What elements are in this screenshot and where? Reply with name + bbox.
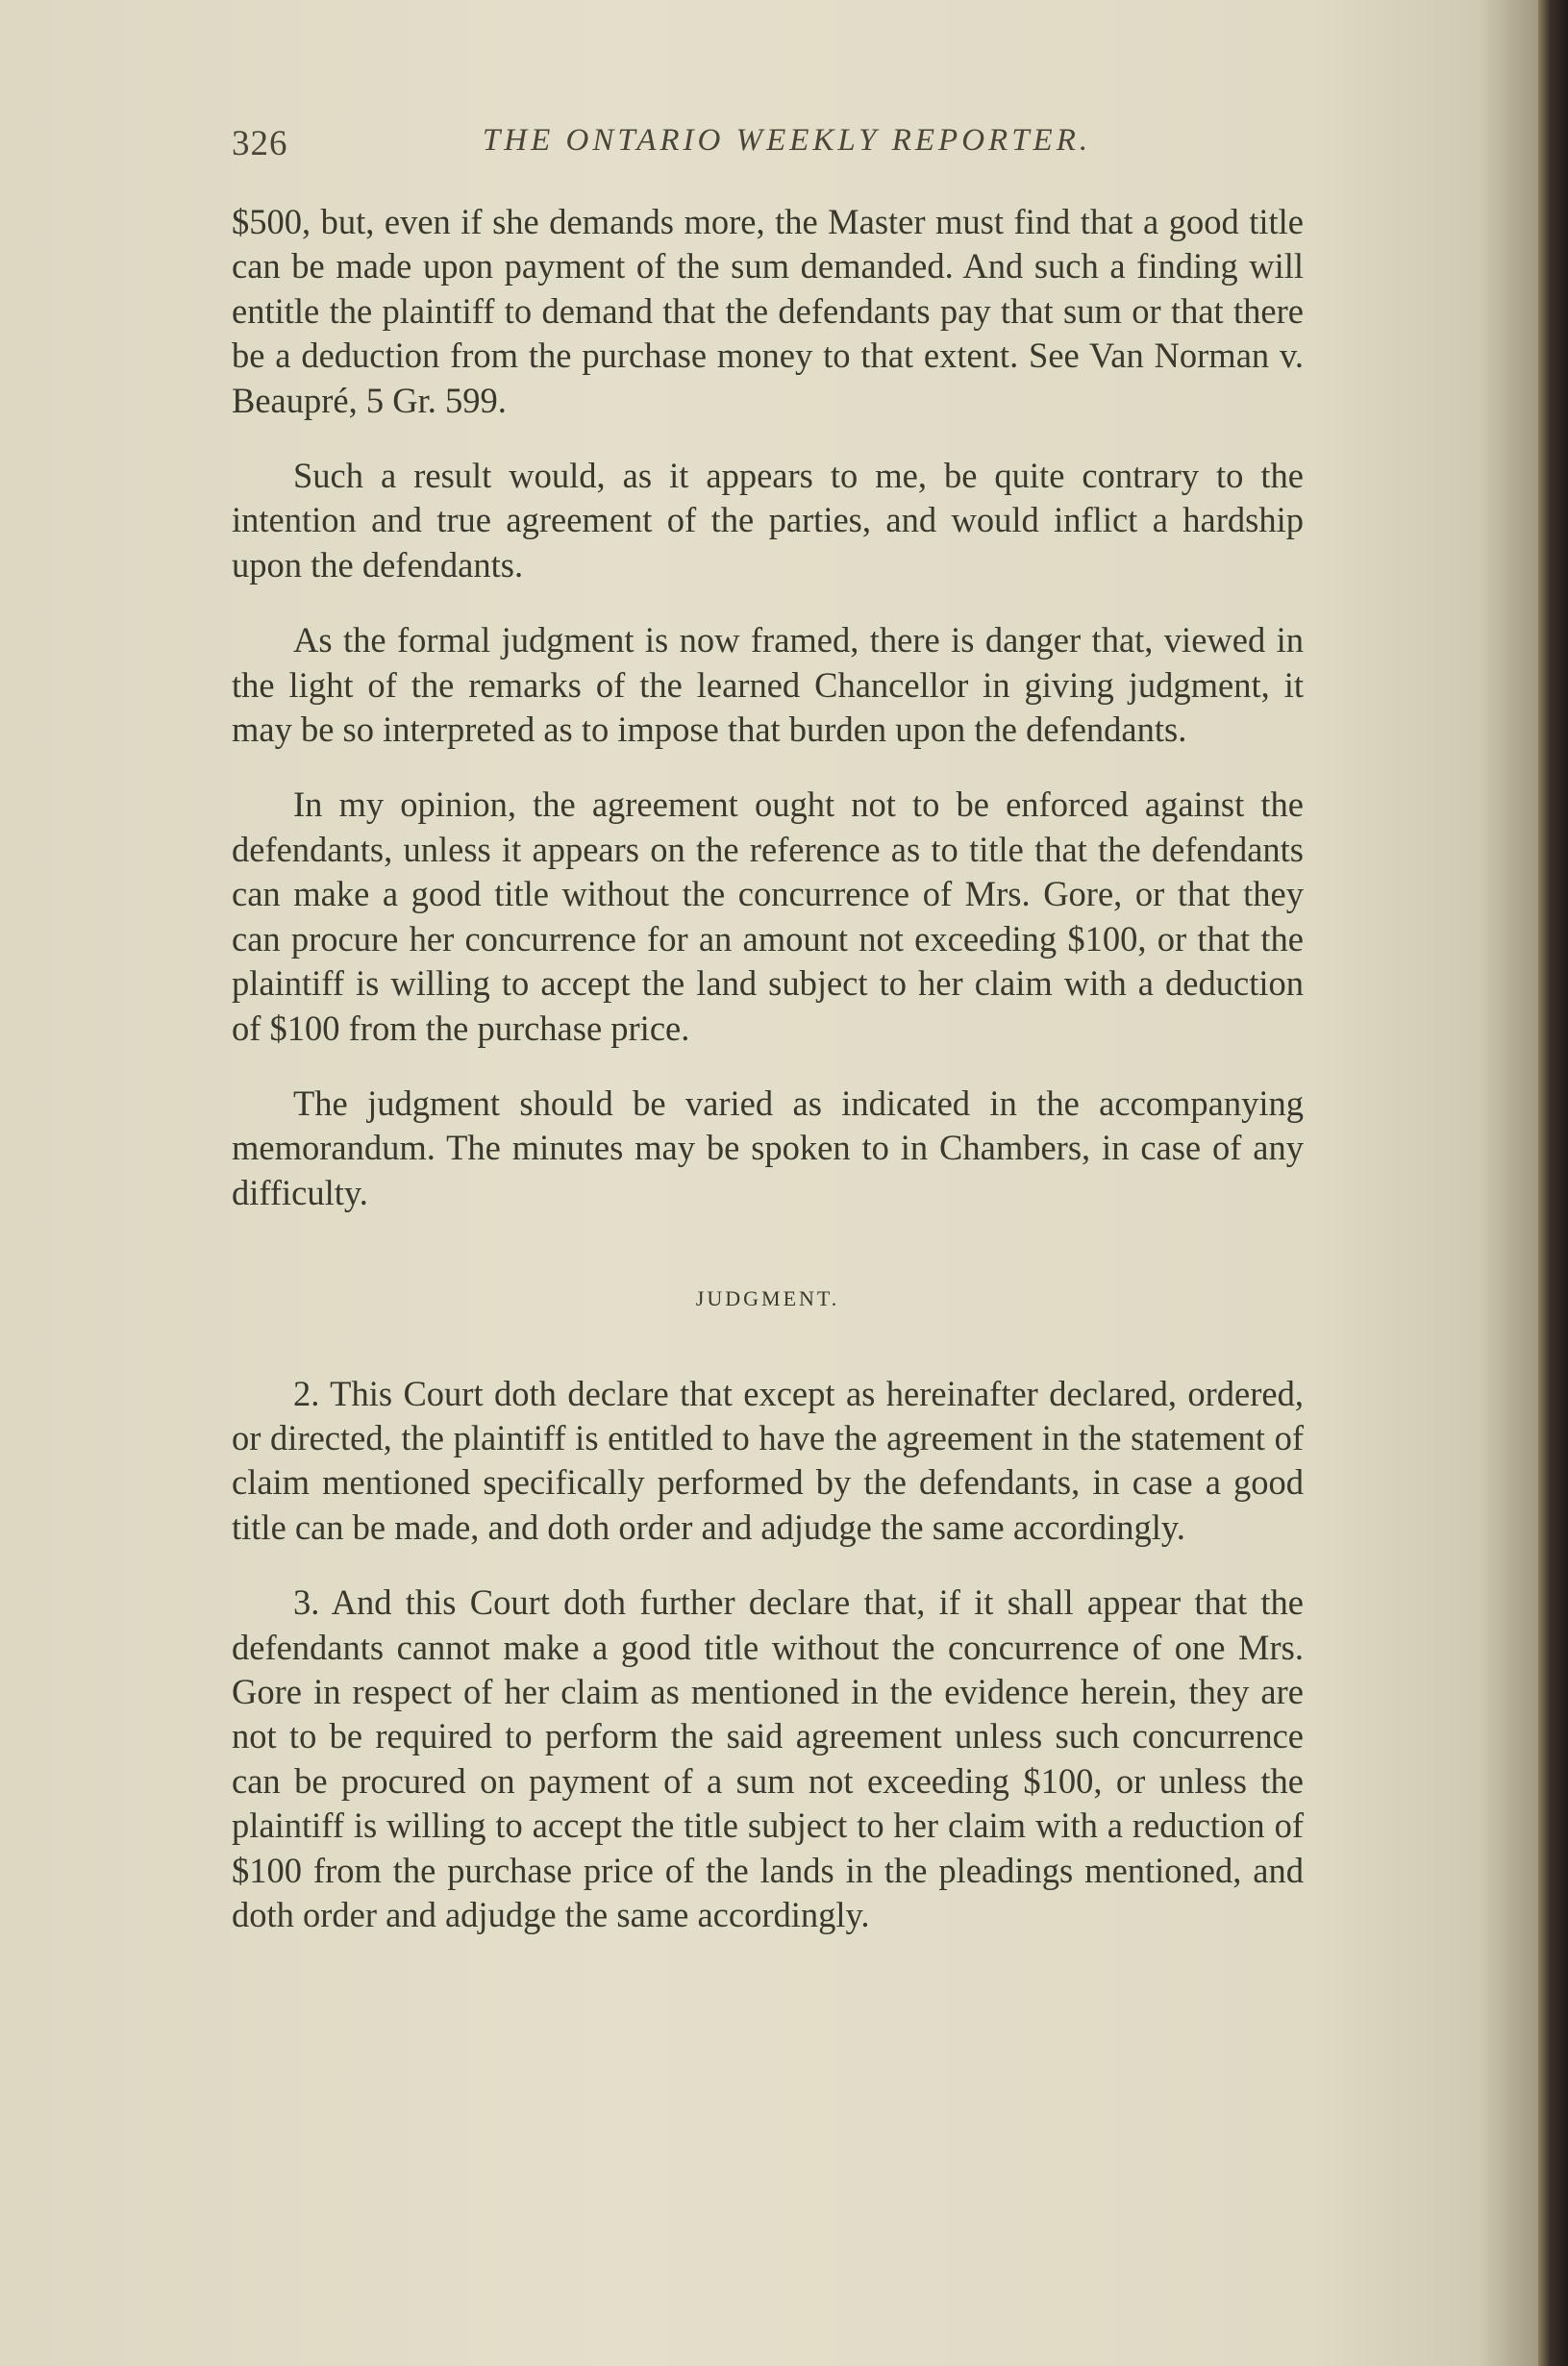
paragraph: In my opinion, the agreement ought not to be enforced against the defendants, unless it appears on the reference as to title that the defendants can make a good title without the concurrence of Mrs. Gore, or that they can procure her concurrence for an amount not exceeding $100, or that the plaintiff is willing to accept the land subject to her claim with a deduction of $100 from the purchase price.: [232, 785, 1304, 1048]
page-number: 326: [232, 124, 288, 163]
paragraph: $500, but, even if she demands more, the Master must find that a good title can be made upon payment of the sum demanded. And such a finding will entitle the plaintiff to demand that the defendants pay that sum or that there be a deduction from the purchase money to that extent. See Van Norman v. Beaupré, 5 Gr. 599.: [232, 202, 1304, 420]
judgment-heading: JUDGMENT.: [695, 1286, 840, 1311]
paragraph: Such a result would, as it appears to me, be quite contrary to the intention and true agreement of the parties, and would inflict a hardship upon the defendants.: [232, 456, 1304, 585]
judgment-clause-2: 2. This Court doth declare that except as hereinafter declared, ordered, or directed, the plaintiff is entitled to have the agreement in the statement of claim mentioned specifically performed by the defendants, in case a good title can be made, and doth order and adjudge the same accordingly.: [232, 1373, 1304, 1547]
page-edge-shadow: [1481, 0, 1538, 2366]
body-text: [232, 200, 1304, 1937]
running-title: THE ONTARIO WEEKLY REPORTER.: [482, 123, 1092, 158]
judgment-clause-3: 3. And this Court doth further declare that, if it shall appear that the defendants cannot make a good title without the concurrence of one Mrs. Gore in respect of her claim as mentioned in the evidence herein, they are not to be required to perform the said agreement unless such concurrence can be procured on payment of a sum not exceeding $100, or unless the plaintiff is willing to accept the title subject to her claim with a reduction of $100 from the purchase price of the lands in the pleadings mentioned, and doth order and adjudge the same accordingly.: [232, 1582, 1304, 1934]
page-header: [232, 123, 1304, 171]
binding-edge: [1538, 0, 1568, 2366]
paragraph: The judgment should be varied as indicated in the accompanying memorandum. The minutes may be spoken to in Chambers, in case of any difficulty.: [232, 1083, 1304, 1212]
paragraph: As the formal judgment is now framed, there is danger that, viewed in the light of the remarks of the learned Chancellor in giving judgment, it may be so interpreted as to impose that burden upon the defendants.: [232, 620, 1304, 750]
